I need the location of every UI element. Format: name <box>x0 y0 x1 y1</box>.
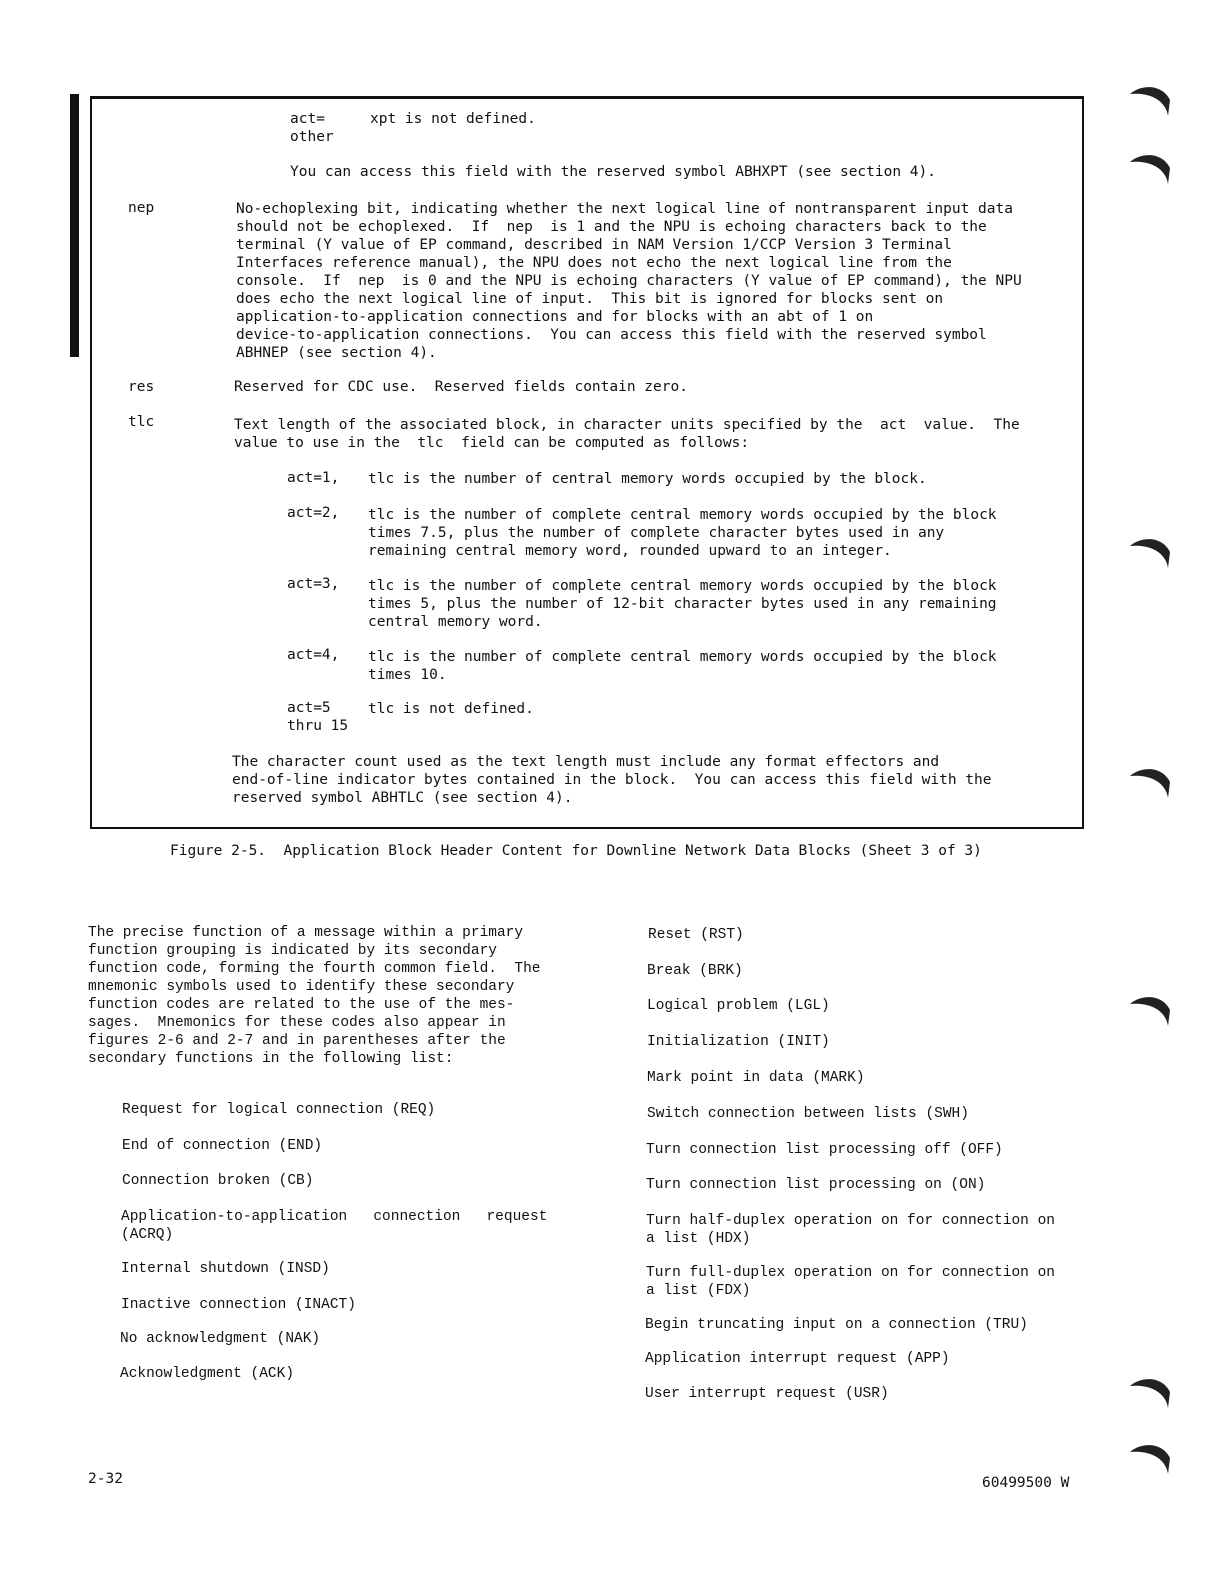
list-item: Turn connection list processing on (ON) <box>646 1177 986 1193</box>
act-label: act=2, <box>287 505 340 521</box>
term-nep: nep <box>128 200 155 216</box>
list-item: Request for logical connection (REQ) <box>122 1102 436 1118</box>
list-item: Application-to-application connection request (ACRQ) <box>121 1209 548 1243</box>
list-item: Connection broken (CB) <box>122 1173 314 1189</box>
binder-hole-mark <box>1128 150 1174 186</box>
list-item: Turn half-duplex operation on for connection on a list (HDX) <box>646 1213 1055 1247</box>
term-res: res <box>128 379 155 395</box>
res-definition: Reserved for CDC use. Reserved fields contain zero. <box>234 379 688 395</box>
nep-definition: No-echoplexing bit, indicating whether the next logical line of nontransparent input data should not be echoplexed. If nep is 1 and the NPU is echoing characters back to the terminal (Y value of EP command, described in NAM Version 1/CCP Version 3 Terminal Interfaces reference manual), the NPU does not echo the next logical line from the console. If nep is 0 and the NPU is echoing characters (Y value of EP command), the NPU does echo the next logical line of input. This bit is ignored for blocks sent on application-to-application connections and for blocks with an abt of 1 on device-to-application connections. You can access this field with the reserved symbol ABHNEP (see section 4). <box>236 201 1022 361</box>
list-item: Reset (RST) <box>648 927 744 943</box>
list-item: Inactive connection (INACT) <box>121 1297 356 1313</box>
xpt-act-label: act= other <box>290 111 334 145</box>
page-number: 2-32 <box>88 1471 123 1487</box>
act-label: act=5 thru 15 <box>287 700 349 734</box>
act-description: tlc is the number of central memory words occupied by the block. <box>368 471 927 487</box>
list-item: Application interrupt request (APP) <box>645 1351 950 1367</box>
tlc-definition: Text length of the associated block, in character units specified by the act value. The value to use in the tlc field can be computed as follows: <box>234 417 1020 451</box>
binder-hole-mark <box>1128 82 1174 118</box>
act-description: tlc is the number of complete central memory words occupied by the block times 5, plus the number of 12-bit character bytes used in any remaining central memory word. <box>368 578 997 630</box>
binder-hole-mark <box>1128 992 1174 1028</box>
list-item: Switch connection between lists (SWH) <box>647 1106 969 1122</box>
list-item: Initialization (INIT) <box>647 1034 830 1050</box>
act-description: tlc is the number of complete central memory words occupied by the block times 7.5, plus the number of complete character bytes used in any remaining central memory word, rounded upward to an integer. <box>368 507 997 559</box>
act-description: tlc is not defined. <box>368 701 534 717</box>
figure-caption: Figure 2-5. Application Block Header Content for Downline Network Data Blocks (Sheet 3 of 3) <box>170 843 982 859</box>
tlc-footer-note: The character count used as the text length must include any format effectors and end-of-line indicator bytes contained in the block. You can access this field with the reserved symbol ABHTLC (see section 4). <box>232 754 992 806</box>
xpt-access-note: You can access this field with the reserved symbol ABHXPT (see section 4). <box>290 164 937 180</box>
document-number: 60499500 W <box>982 1475 1070 1491</box>
binder-hole-mark <box>1128 1440 1174 1476</box>
act-label: act=4, <box>287 647 340 663</box>
binder-hole-mark <box>1128 1374 1174 1410</box>
act-label: act=1, <box>287 470 340 486</box>
list-item: Turn full-duplex operation on for connection on a list (FDX) <box>646 1265 1055 1299</box>
list-item: Mark point in data (MARK) <box>647 1070 865 1086</box>
list-item: Begin truncating input on a connection (TRU) <box>645 1317 1028 1333</box>
list-item: Turn connection list processing off (OFF) <box>646 1142 1003 1158</box>
act-description: tlc is the number of complete central memory words occupied by the block times 10. <box>368 649 997 683</box>
term-tlc: tlc <box>128 414 155 430</box>
list-item: Logical problem (LGL) <box>647 998 830 1014</box>
binder-hole-mark <box>1128 764 1174 800</box>
xpt-act-text: xpt is not defined. <box>370 111 536 127</box>
list-item: End of connection (END) <box>122 1138 323 1154</box>
change-bar <box>70 94 79 357</box>
list-item: Internal shutdown (INSD) <box>121 1261 330 1277</box>
list-item: Break (BRK) <box>647 963 743 979</box>
body-paragraph: The precise function of a message within a primary function grouping is indicated by its secondary function code, forming the fourth common field. The mnemonic symbols used to identify these secondary function codes are related to the use of the mes- sages. Mnemonics for these codes also appear in figures 2-6 and 2-7 and in parentheses after the secondary functions in the following list: <box>88 925 541 1067</box>
list-item: User interrupt request (USR) <box>645 1386 889 1402</box>
list-item: Acknowledgment (ACK) <box>120 1366 295 1382</box>
act-label: act=3, <box>287 576 340 592</box>
list-item: No acknowledgment (NAK) <box>120 1331 321 1347</box>
binder-hole-mark <box>1128 534 1174 570</box>
